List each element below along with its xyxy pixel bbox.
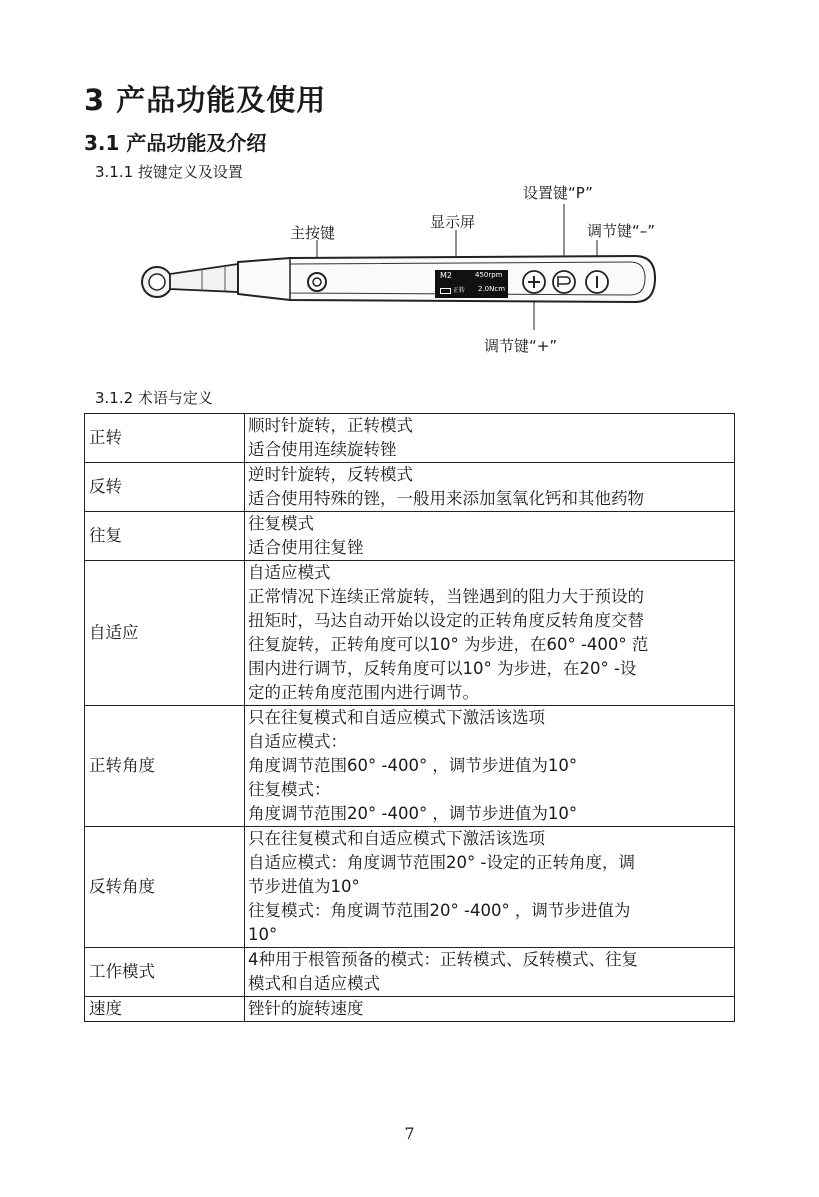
table-row xyxy=(85,997,735,1022)
table-row xyxy=(85,463,735,512)
handpiece-figure xyxy=(130,178,690,358)
table-row xyxy=(85,512,735,561)
term-cell: 自适应 xyxy=(85,561,245,706)
screen-torque: 2.0Ncm xyxy=(478,285,506,293)
screen-status xyxy=(440,285,465,294)
definition-line: 扭矩时，马达自动开始以设定的正转角度反转角度交替 xyxy=(248,611,644,630)
term-cell: 速度 xyxy=(85,997,245,1022)
definition-line: 逆时针旋转，反转模式 xyxy=(248,465,413,484)
definition-line: 自适应模式：角度调节范围20° -设定的正转角度，调 xyxy=(248,853,635,872)
definition-line: 往复旋转，正转角度可以10° 为步进，在60° -400° 范 xyxy=(248,635,649,654)
terms-table xyxy=(84,413,735,1022)
definition-line: 适合使用特殊的锉，一般用来添加氢氧化钙和其他药物 xyxy=(248,489,644,508)
definition-cell xyxy=(245,706,735,827)
definition-line: 往复模式 xyxy=(248,514,314,533)
screen-direction: 正转 xyxy=(452,287,465,294)
screen-mode: M2 xyxy=(440,271,452,280)
term-cell: 反转角度 xyxy=(85,827,245,948)
subsection-heading-keys: 3.1.1 按键定义及设置 xyxy=(95,163,243,181)
definition-line: 角度调节范围20° -400° ，调节步进值为10° xyxy=(248,804,578,823)
definition-line: 只在往复模式和自适应模式下激活该选项 xyxy=(248,708,545,727)
definition-cell xyxy=(245,997,735,1022)
definition-line: 定的正转角度范围内进行调节。 xyxy=(248,683,479,702)
definition-cell xyxy=(245,561,735,706)
definition-line: 只在往复模式和自适应模式下激活该选项 xyxy=(248,829,545,848)
definition-line: 往复模式： xyxy=(248,780,331,799)
definition-line: 4种用于根管预备的模式：正转模式、反转模式、往复 xyxy=(248,950,638,969)
chapter-heading: 3 产品功能及使用 xyxy=(84,83,327,117)
definition-line: 往复模式：角度调节范围20° -400° ，调节步进值为 xyxy=(248,901,631,920)
table-row xyxy=(85,561,735,706)
definition-line: 模式和自适应模式 xyxy=(248,974,380,993)
main-key-button xyxy=(308,273,326,291)
definition-line: 锉针的旋转速度 xyxy=(248,999,364,1018)
section-heading: 3.1 产品功能及介绍 xyxy=(84,131,267,155)
table-row xyxy=(85,706,735,827)
definition-line: 10° xyxy=(248,925,278,944)
definition-cell xyxy=(245,827,735,948)
definition-line: 适合使用连续旋转锉 xyxy=(248,440,397,459)
battery-icon xyxy=(440,288,451,294)
screen-speed: 450rpm xyxy=(475,271,503,279)
term-cell: 工作模式 xyxy=(85,948,245,997)
definition-cell xyxy=(245,463,735,512)
callout-main-key: 主按键 xyxy=(290,224,336,242)
set-key-button xyxy=(553,271,575,293)
term-cell: 往复 xyxy=(85,512,245,561)
definition-cell xyxy=(245,414,735,463)
handpiece-neck xyxy=(170,264,238,292)
term-cell: 正转角度 xyxy=(85,706,245,827)
definition-cell xyxy=(245,948,735,997)
callout-plus-key: 调节键“+” xyxy=(484,337,558,355)
definition-line: 自适应模式 xyxy=(248,563,331,582)
table-row xyxy=(85,827,735,948)
callout-minus-key: 调节键“–” xyxy=(587,222,656,240)
definition-line: 自适应模式： xyxy=(248,732,347,751)
definition-line: 围内进行调节，反转角度可以10° 为步进，在20° -设 xyxy=(248,659,637,678)
definition-line: 适合使用往复锉 xyxy=(248,538,364,557)
definition-cell xyxy=(245,512,735,561)
table-row xyxy=(85,948,735,997)
subsection-heading-terms: 3.1.2 术语与定义 xyxy=(95,389,213,407)
callout-display: 显示屏 xyxy=(430,213,476,231)
page-number: 7 xyxy=(404,1124,415,1143)
table-row xyxy=(85,414,735,463)
definition-line: 正常情况下连续正常旋转，当锉遇到的阻力大于预设的 xyxy=(248,587,644,606)
handpiece-illustration xyxy=(130,178,690,358)
definition-line: 顺时针旋转，正转模式 xyxy=(248,416,413,435)
term-cell: 反转 xyxy=(85,463,245,512)
term-cell: 正转 xyxy=(85,414,245,463)
definition-line: 角度调节范围60° -400° ，调节步进值为10° xyxy=(248,756,578,775)
callout-set-key: 设置键“P” xyxy=(523,184,593,202)
definition-line: 节步进值为10° xyxy=(248,877,360,896)
